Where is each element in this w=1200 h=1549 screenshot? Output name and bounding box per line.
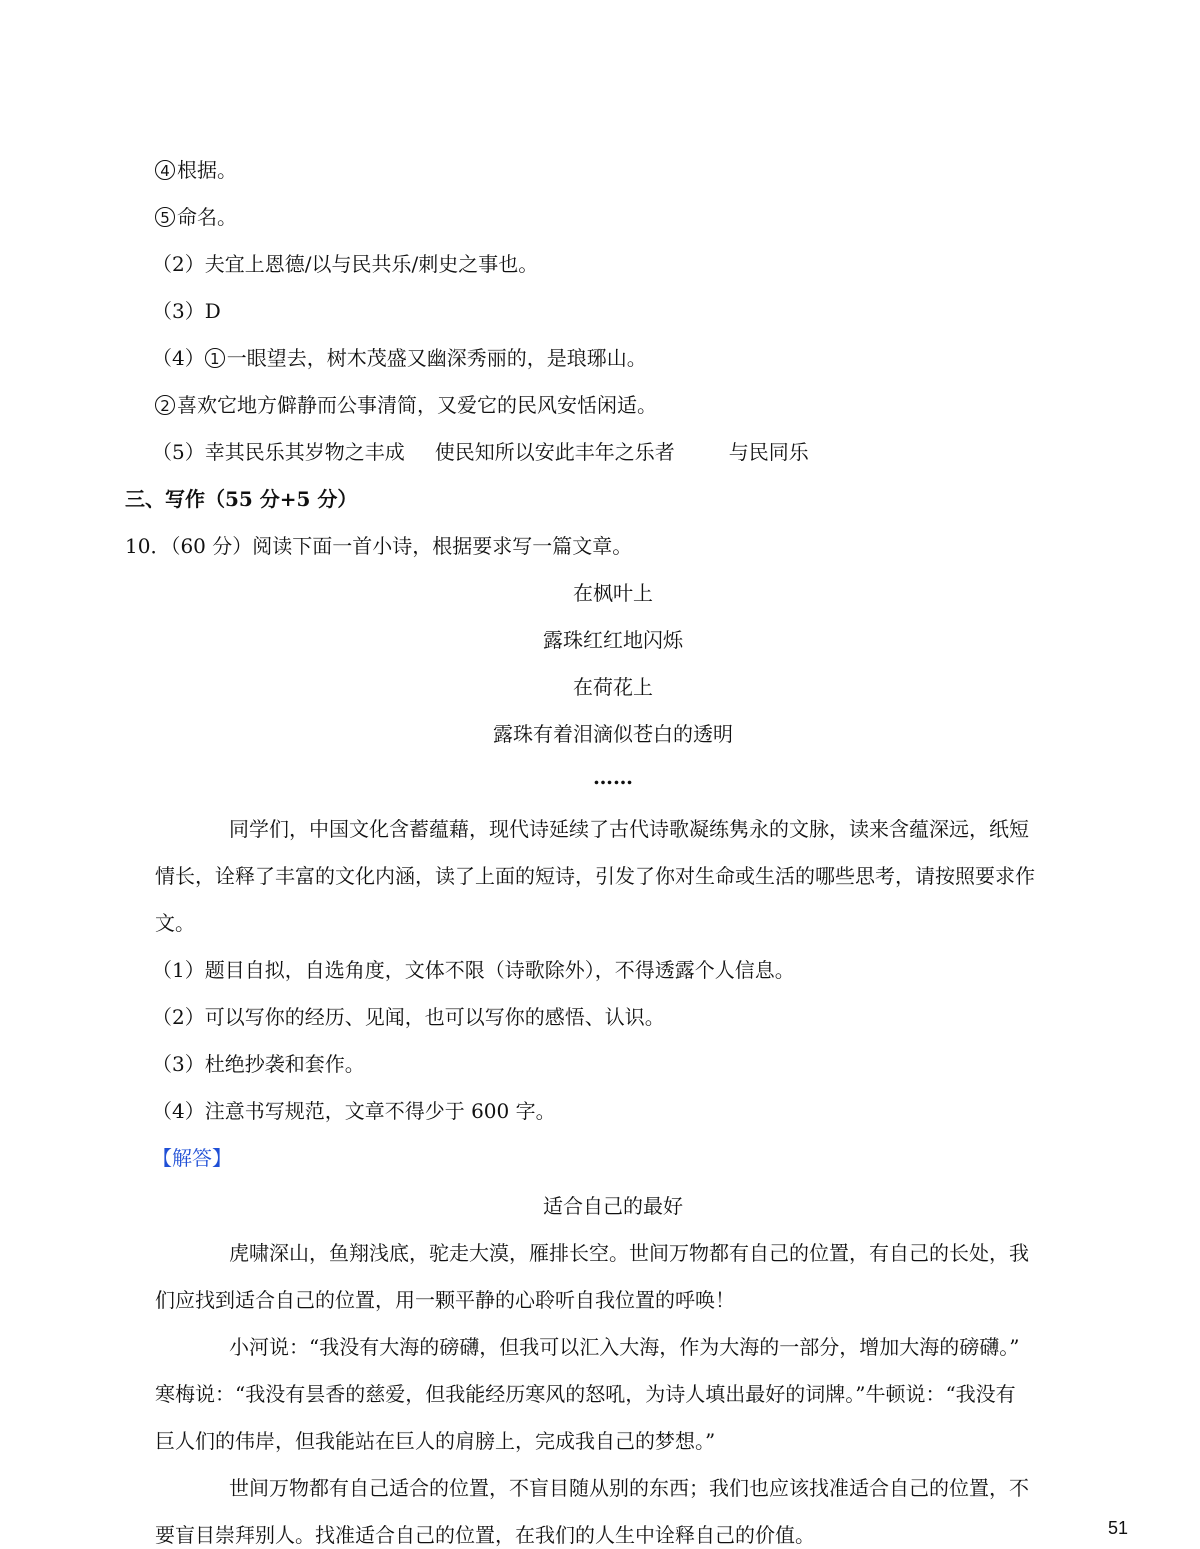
answer-q4-1 [152, 346, 647, 370]
answer-q2: （2）夫宜上恩德/以与民共乐/刺史之事也。 [152, 252, 539, 276]
requirement-3: （3）杜绝抄袭和套作。 [152, 1052, 365, 1076]
circled-number: 5 [155, 207, 175, 227]
circled-number: 4 [155, 160, 175, 180]
essay-title: 适合自己的最好 [543, 1194, 683, 1218]
requirement-4: （4）注意书写规范，文章不得少于 600 字。 [152, 1099, 556, 1123]
poem-line: 露珠有着泪滴似苍白的透明 [493, 722, 733, 746]
essay-line: 虎啸深山，鱼翔浅底，驼走大漠，雁排长空。世间万物都有自己的位置，有自己的长处，我 [229, 1241, 1029, 1265]
answer-label: 【解答】 [152, 1146, 232, 1170]
answer-blank-1: 幸其民乐其岁物之丰成 [204, 440, 405, 464]
circled-number: 2 [155, 395, 175, 415]
answer-text: 根据。 [177, 158, 237, 182]
answer-text: 一眼望去，树木茂盛又幽深秀丽的，是琅琊山。 [226, 346, 647, 370]
prompt-line: 文。 [155, 911, 195, 935]
essay-line: 们应找到适合自己的位置，用一颗平静的心聆听自我位置的呼唤！ [155, 1288, 735, 1312]
answer-blank-2: 使民知所以安此丰年之乐者 [434, 440, 675, 464]
circled-number: 1 [205, 348, 225, 368]
essay-line: 巨人们的伟岸，但我能站在巨人的肩膀上，完成我自己的梦想。” [155, 1429, 716, 1453]
prompt-line: 同学们，中国文化含蓄蕴藉，现代诗延续了古代诗歌凝练隽永的文脉，读来含蕴深远，纸短 [229, 817, 1029, 841]
poem-ellipsis: …… [593, 765, 633, 789]
requirement-2: （2）可以写你的经历、见闻，也可以写你的感悟、认识。 [152, 1005, 665, 1029]
essay-line: 小河说：“我没有大海的磅礴，但我可以汇入大海，作为大海的一部分，增加大海的磅礴。” [229, 1335, 1020, 1359]
answer-text: 喜欢它地方僻静而公事清简，又爱它的民风安恬闲适。 [177, 393, 657, 417]
answer-blank-3: 与民同乐 [728, 440, 809, 464]
page-number: 51 [1108, 1518, 1129, 1538]
answer-text: 命名。 [177, 205, 237, 229]
poem-line: 在枫叶上 [573, 581, 653, 605]
essay-line: 寒梅说：“我没有昙香的慈爱，但我能经历寒风的怒吼，为诗人填出最好的词牌。”牛顿说：“我没有 [155, 1382, 1016, 1406]
answer-q5 [152, 440, 809, 464]
question-10: 10．（60 分）阅读下面一首小诗，根据要求写一篇文章。 [125, 534, 633, 558]
poem-line: 在荷花上 [573, 675, 653, 699]
answer-q3: （3）D [152, 299, 221, 323]
requirement-1: （1）题目自拟，自选角度，文体不限（诗歌除外），不得透露个人信息。 [152, 958, 795, 982]
answer-q4-2 [155, 393, 657, 417]
answer-prefix: （4） [152, 346, 205, 370]
answer-item-5 [155, 205, 237, 229]
answer-item-4 [155, 158, 237, 182]
essay-line: 要盲目崇拜别人。找准适合自己的位置，在我们的人生中诠释自己的价值。 [155, 1523, 815, 1547]
section-heading: 三、写作（55 分+5 分） [125, 487, 358, 511]
prompt-line: 情长，诠释了丰富的文化内涵，读了上面的短诗，引发了你对生命或生活的哪些思考，请按照要求作 [155, 864, 1035, 888]
answer-prefix: （5） [152, 440, 205, 464]
essay-line: 世间万物都有自己适合的位置，不盲目随从别的东西；我们也应该找准适合自己的位置，不 [229, 1476, 1029, 1500]
poem-line: 露珠红红地闪烁 [543, 628, 683, 652]
